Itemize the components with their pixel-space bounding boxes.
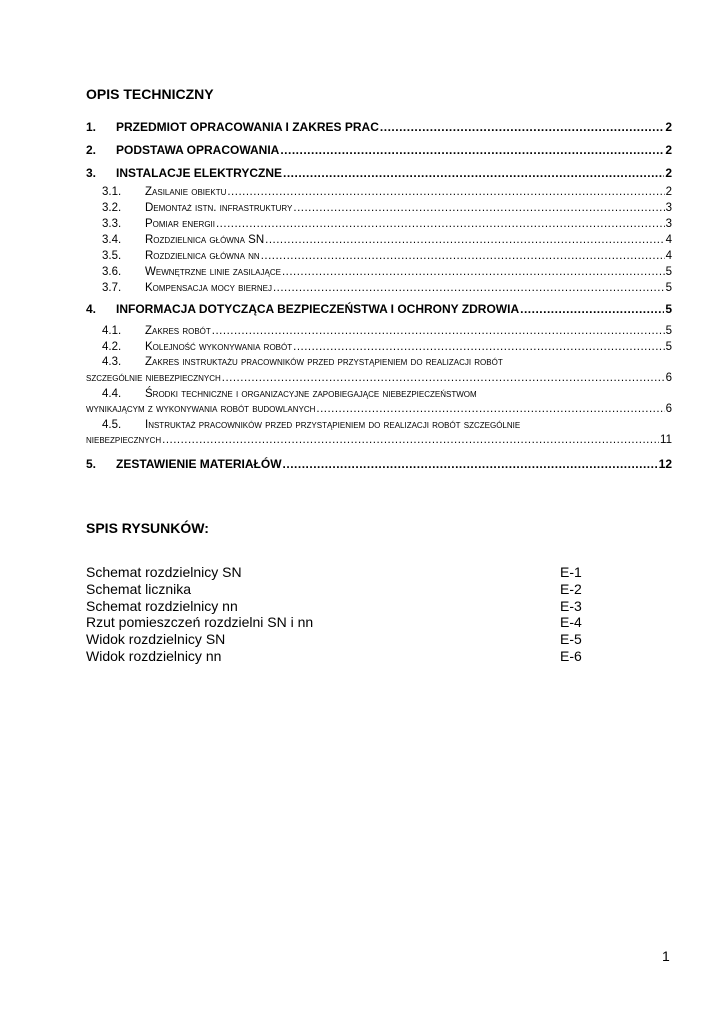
figure-name: Schemat licznika (86, 580, 192, 597)
toc-entry-3-4[interactable] (102, 234, 672, 246)
toc-leader (162, 434, 659, 446)
toc-entry-4-5[interactable] (102, 419, 672, 431)
toc-page: 4 (665, 234, 672, 246)
toc-entry-3-7[interactable] (102, 282, 672, 294)
toc-number: 3.3. (102, 218, 122, 230)
toc-entry-2[interactable] (86, 143, 672, 157)
toc-entry-3-3[interactable] (102, 218, 672, 230)
toc-label: Demontaż istn. infrastruktury (145, 202, 293, 214)
toc-number: 5. (86, 457, 97, 471)
figures-title: SPIS RYSUNKÓW: (86, 520, 209, 536)
toc-number: 4.2. (102, 341, 122, 353)
toc-entry-4[interactable] (86, 302, 672, 316)
toc-entry-4-4[interactable] (102, 388, 672, 400)
figure-name: Widok rozdzielnicy nn (86, 647, 222, 664)
toc-leader (212, 325, 665, 337)
toc-page: 2 (665, 186, 672, 198)
toc-entry-4-3-cont[interactable] (86, 372, 672, 384)
toc-label: Rozdzielnica główna SN (145, 234, 265, 246)
toc-leader (283, 166, 664, 180)
toc-entry-3-2[interactable] (102, 202, 672, 214)
figure-item (86, 631, 606, 648)
toc-label: PRZEDMIOT OPRACOWANIA I ZAKRES PRAC (116, 120, 379, 134)
toc-entry-3[interactable] (86, 166, 672, 180)
toc-page: 3 (665, 218, 672, 230)
toc-entry-3-1[interactable] (102, 186, 672, 198)
toc-leader (380, 120, 664, 134)
toc-label: szczególnie niebezpiecznych (86, 372, 221, 384)
figure-name: Widok rozdzielnicy SN (86, 631, 226, 648)
toc-entry-4-4-cont[interactable] (86, 403, 672, 415)
toc-leader (316, 403, 664, 415)
figure-code: E-5 (560, 631, 582, 648)
toc-label: niebezpiecznych (86, 434, 162, 446)
toc-number: 1. (86, 120, 97, 134)
toc-leader (227, 186, 664, 198)
figure-item (86, 564, 606, 581)
figure-code: E-1 (560, 564, 582, 580)
toc-label: Instruktaż pracowników przed przystąpieniem do realizacji robót szczególnie (145, 419, 521, 431)
toc-label: INSTALACJE ELEKTRYCZNE (116, 166, 283, 180)
toc-number: 4.4. (102, 388, 122, 400)
toc-label: wynikającym z wykonywania robót budowlanych (86, 403, 316, 415)
toc-leader (282, 266, 665, 278)
toc-entry-5[interactable] (86, 457, 672, 471)
toc-page: 6 (665, 372, 672, 384)
toc-label: Kolejność wykonywania robót (145, 341, 293, 353)
toc-label: Wewnętrzne linie zasilające (145, 266, 281, 278)
toc-number: 3.2. (102, 202, 122, 214)
toc-label: INFORMACJA DOTYCZĄCA BEZPIECZEŃSTWA I OCHRONY ZDROWIA (116, 302, 520, 316)
toc-leader (520, 302, 664, 316)
toc-leader (261, 250, 665, 262)
toc-leader (293, 341, 664, 353)
toc-entry-3-5[interactable] (102, 250, 672, 262)
toc-page: 12 (658, 457, 672, 471)
toc-leader (222, 372, 665, 384)
toc-entry-4-3[interactable] (102, 356, 672, 368)
toc-number: 3.6. (102, 266, 122, 278)
toc-leader (280, 143, 664, 157)
toc-label: Pomiar energii (145, 218, 215, 230)
toc-label: Kompensacja mocy biernej (145, 282, 272, 294)
toc-label: Zakres robót (145, 325, 211, 337)
toc-entry-3-6[interactable] (102, 266, 672, 278)
figure-code: E-2 (560, 580, 582, 597)
figure-code: E-3 (560, 597, 582, 614)
figures-list (86, 564, 606, 665)
figure-item (86, 648, 606, 665)
toc-leader (273, 282, 665, 294)
toc-number: 3.7. (102, 282, 122, 294)
toc-label: PODSTAWA OPRACOWANIA (116, 143, 280, 157)
toc-label: Środki techniczne i organizacyjne zapobiegające niebezpieczeństwom (145, 388, 477, 400)
toc-entry-4-2[interactable] (102, 341, 672, 353)
figure-name: Schemat rozdzielnicy nn (86, 597, 238, 614)
toc-page: 3 (665, 202, 672, 214)
figure-name: Schemat rozdzielnicy SN (86, 564, 242, 580)
toc-number: 4.3. (102, 356, 122, 368)
toc-page: 5 (665, 266, 672, 278)
document-title: OPIS TECHNICZNY (86, 86, 214, 102)
toc-number: 3.4. (102, 234, 122, 246)
figure-item (86, 581, 606, 598)
toc-label: Zasilanie obiektu (145, 186, 227, 198)
figure-name: Rzut pomieszczeń rozdzielni SN i nn (86, 614, 314, 631)
toc-entry-1[interactable] (86, 120, 672, 134)
toc-entry-4-5-cont[interactable] (86, 434, 672, 446)
toc-page: 5 (665, 302, 672, 316)
toc-leader (265, 234, 664, 246)
toc-label: ZESTAWIENIE MATERIAŁÓW (116, 457, 282, 471)
toc-page: 2 (665, 143, 672, 157)
toc-number: 2. (86, 143, 97, 157)
toc-page: 5 (665, 282, 672, 294)
toc-page: 4 (665, 250, 672, 262)
toc-leader (293, 202, 664, 214)
toc-number: 3. (86, 166, 97, 180)
toc-page: 6 (665, 403, 672, 415)
figure-item (86, 598, 606, 615)
toc-page: 2 (665, 166, 672, 180)
toc-leader (283, 457, 658, 471)
toc-number: 3.5. (102, 250, 122, 262)
toc-number: 4.1. (102, 325, 122, 337)
toc-number: 4.5. (102, 419, 122, 431)
page-number: 1 (662, 948, 670, 964)
toc-label: Zakres instruktażu pracowników przed przystąpieniem do realizacji robót (145, 356, 503, 368)
toc-label: Rozdzielnica główna nn (145, 250, 260, 262)
toc-leader (216, 218, 665, 230)
toc-entry-4-1[interactable] (102, 325, 672, 337)
toc-page: 5 (665, 325, 672, 337)
figure-code: E-6 (560, 647, 582, 664)
figure-item (86, 614, 606, 631)
figure-code: E-4 (560, 614, 582, 631)
toc-page: 2 (665, 120, 672, 134)
toc-number: 3.1. (102, 186, 122, 198)
toc-page: 5 (665, 341, 672, 353)
toc-page: 11 (660, 434, 672, 446)
toc-number: 4. (86, 302, 97, 316)
